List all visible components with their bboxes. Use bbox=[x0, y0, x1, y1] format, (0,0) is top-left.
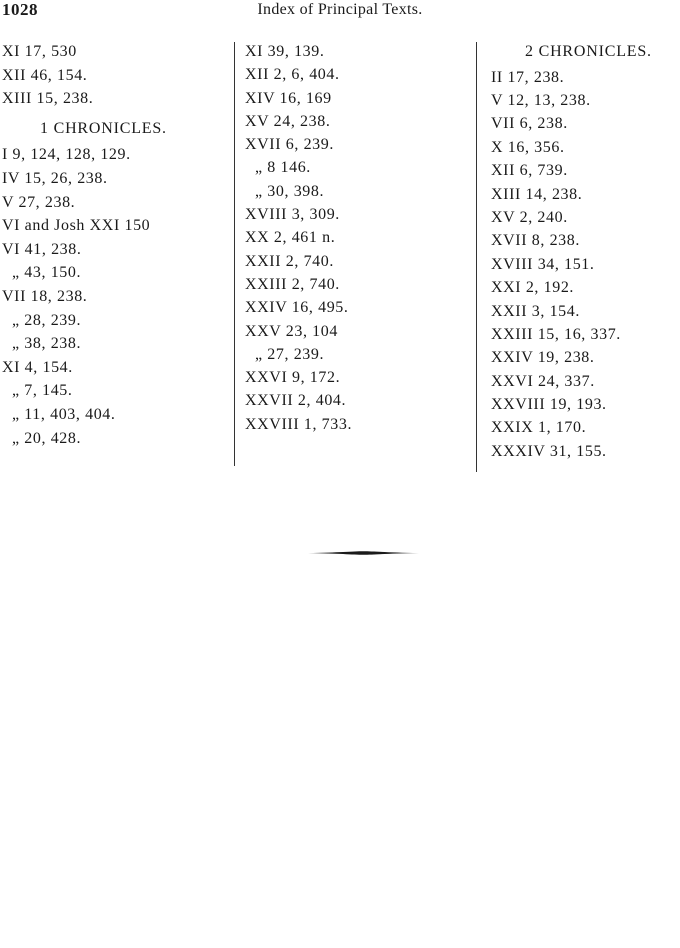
index-entry: X 16, 356. bbox=[491, 138, 565, 156]
page-number: 1028 bbox=[2, 0, 38, 19]
column-divider bbox=[476, 42, 477, 472]
index-entry: XVII 8, 238. bbox=[491, 232, 580, 250]
index-entry: V 12, 13, 238. bbox=[491, 91, 591, 109]
index-entry: IV 15, 26, 238. bbox=[2, 169, 108, 187]
index-entry: XVIII 34, 151. bbox=[491, 255, 595, 273]
index-column-2 bbox=[245, 40, 473, 436]
index-entry: XIII 15, 238. bbox=[2, 90, 94, 108]
index-entry: XVII 6, 239. bbox=[245, 136, 334, 154]
index-column-3 bbox=[491, 40, 680, 463]
section-heading: 1 CHRONICLES. bbox=[40, 119, 167, 137]
index-entry: „ 8 146. bbox=[255, 159, 311, 177]
index-entry: XX 2, 461 n. bbox=[245, 229, 336, 247]
index-entry: „ 11, 403, 404. bbox=[12, 405, 116, 423]
index-entry: II 17, 238. bbox=[491, 68, 565, 86]
index-entry: XI 4, 154. bbox=[2, 358, 73, 376]
index-entry: „ 43, 150. bbox=[12, 264, 82, 282]
index-entry: „ 30, 398. bbox=[255, 182, 325, 200]
index-entry: XI 17, 530 bbox=[2, 43, 77, 60]
index-entry: XV 24, 238. bbox=[245, 112, 331, 130]
index-entry: XII 2, 6, 404. bbox=[245, 66, 340, 84]
index-entry: I 9, 124, 128, 129. bbox=[2, 146, 131, 164]
index-entry: VI 41, 238. bbox=[2, 240, 82, 258]
index-column-1 bbox=[2, 40, 230, 450]
index-entry: XVIII 3, 309. bbox=[245, 206, 340, 224]
index-entry: XXVII 2, 404. bbox=[245, 392, 347, 410]
index-entry: VII 6, 238. bbox=[491, 115, 568, 133]
index-entry: VI and Josh XXI 150 bbox=[2, 217, 151, 235]
index-entry: XXIX 1, 170. bbox=[491, 419, 587, 437]
index-entry: VII 18, 238. bbox=[2, 287, 88, 305]
index-entry: XV 2, 240. bbox=[491, 208, 568, 226]
running-title: Index of Principal Texts. bbox=[257, 1, 423, 18]
index-entry: XXIV 19, 238. bbox=[491, 349, 595, 367]
end-rule-ornament-shape bbox=[308, 551, 419, 555]
index-entry: „ 27, 239. bbox=[255, 345, 325, 363]
index-entry: XXXIV 31, 155. bbox=[491, 442, 607, 460]
index-entry: XXII 3, 154. bbox=[491, 302, 580, 320]
index-entry: XIV 16, 169 bbox=[245, 89, 332, 107]
index-entry: XXIV 16, 495. bbox=[245, 299, 349, 317]
index-entry: V 27, 238. bbox=[2, 193, 76, 211]
index-entry: „ 7, 145. bbox=[12, 382, 73, 400]
end-rule-ornament bbox=[308, 551, 419, 555]
index-entry: „ 28, 239. bbox=[12, 311, 82, 329]
section-heading: 2 CHRONICLES. bbox=[525, 43, 652, 60]
index-entry: XXVIII 1, 733. bbox=[245, 415, 353, 433]
index-entry: XXI 2, 192. bbox=[491, 279, 575, 297]
index-entry: XII 6, 739. bbox=[491, 162, 568, 180]
index-entry: „ 20, 428. bbox=[12, 429, 82, 447]
index-entry: XXV 23, 104 bbox=[245, 322, 338, 340]
index-entry: „ 38, 238. bbox=[12, 335, 82, 353]
index-entry: XI 39, 139. bbox=[245, 43, 325, 60]
index-entry: XIII 14, 238. bbox=[491, 185, 583, 203]
index-entry: XII 46, 154. bbox=[2, 66, 88, 84]
column-divider bbox=[234, 42, 235, 466]
index-entry: XXVIII 19, 193. bbox=[491, 396, 607, 414]
index-entry: XXVI 9, 172. bbox=[245, 369, 341, 387]
index-entry: XXII 2, 740. bbox=[245, 252, 334, 270]
index-entry: XXVI 24, 337. bbox=[491, 372, 595, 390]
index-entry: XXIII 2, 740. bbox=[245, 275, 340, 293]
index-entry: XXIII 15, 16, 337. bbox=[491, 325, 621, 343]
